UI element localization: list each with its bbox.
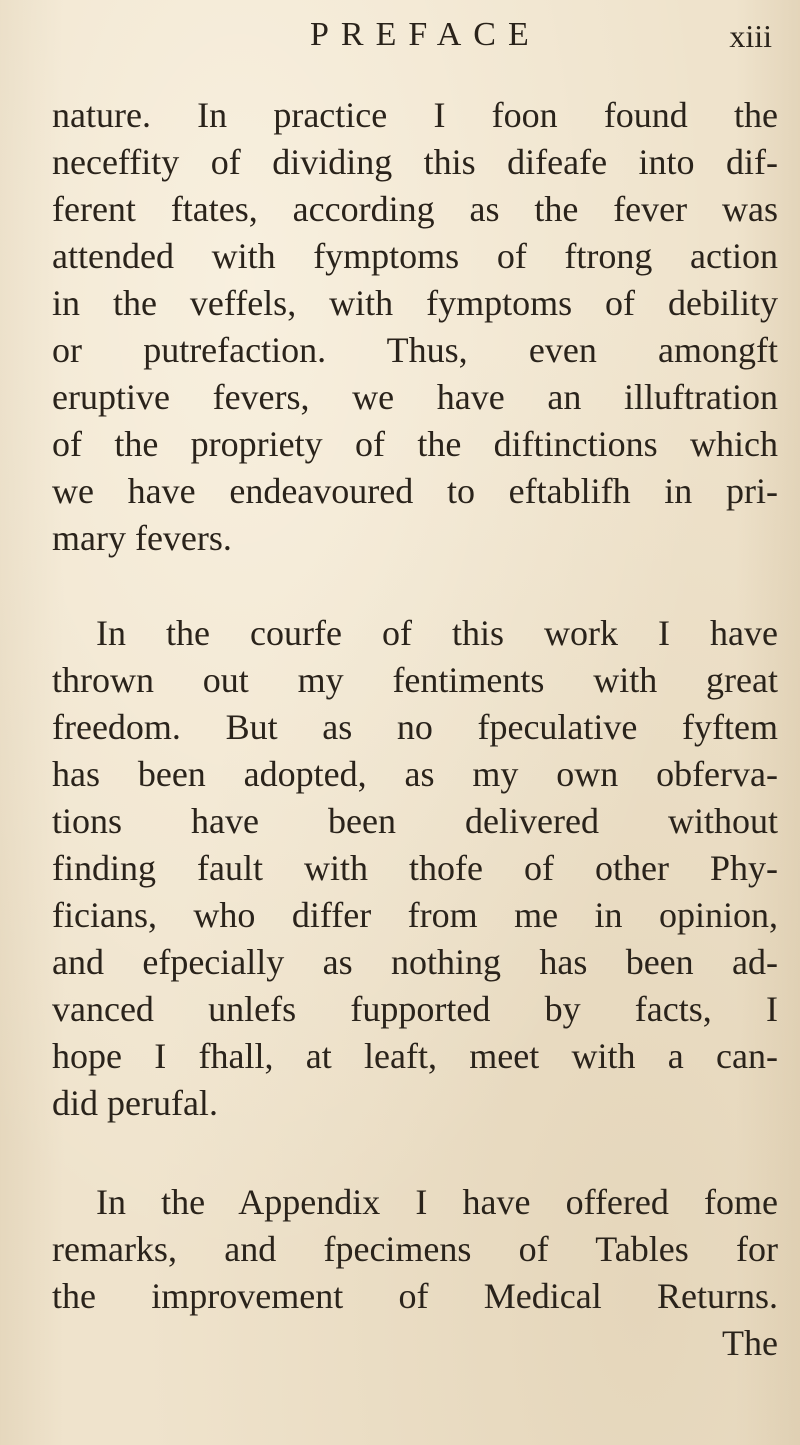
text-line: ficians, who differ from me in opinion, — [52, 895, 778, 935]
text-line: mary fevers. — [52, 518, 232, 558]
body-text — [52, 92, 778, 1367]
paragraph-2 — [52, 610, 778, 1127]
text-line: or putrefaction. Thus, even amongft — [52, 330, 778, 370]
text-line: attended with fymptoms of ftrong action — [52, 236, 778, 276]
page-number: xiii — [729, 18, 772, 54]
text-line: of the propriety of the diftinctions which — [52, 424, 778, 464]
text-line: finding fault with thofe of other Phy- — [52, 848, 778, 888]
running-head — [0, 16, 800, 56]
text-line: neceffity of dividing this difeafe into dif- — [52, 142, 778, 182]
catchword: The — [722, 1323, 778, 1363]
text-line: hope I fhall, at leaft, meet with a can- — [52, 1036, 778, 1076]
running-title: PREFACE — [310, 16, 541, 53]
text-line: has been adopted, as my own obferva- — [52, 754, 778, 794]
text-line: in the veffels, with fymptoms of debility — [52, 283, 778, 323]
text-line: freedom. But as no fpeculative fyftem — [52, 707, 778, 747]
text-line: the improvement of Medical Returns. — [52, 1276, 778, 1316]
text-line: we have endeavoured to eftablifh in pri- — [52, 471, 778, 511]
paragraph-gap — [52, 1127, 778, 1179]
text-line: In the Appendix I have offered fome — [96, 1182, 778, 1222]
text-line: thrown out my fentiments with great — [52, 660, 778, 700]
text-line: nature. In practice I foon found the — [52, 95, 778, 135]
paragraph-3 — [52, 1179, 778, 1367]
paragraph-1 — [52, 92, 778, 562]
text-line: did perufal. — [52, 1083, 218, 1123]
text-line: eruptive fevers, we have an illuftration — [52, 377, 778, 417]
text-line: ferent ftates, according as the fever was — [52, 189, 778, 229]
text-line: In the courfe of this work I have — [96, 613, 778, 653]
text-line: remarks, and fpecimens of Tables for — [52, 1229, 778, 1269]
paragraph-gap — [52, 562, 778, 610]
text-line: and efpecially as nothing has been ad- — [52, 942, 778, 982]
text-line: vanced unlefs fupported by facts, I — [52, 989, 778, 1029]
text-line: tions have been delivered without — [52, 801, 778, 841]
